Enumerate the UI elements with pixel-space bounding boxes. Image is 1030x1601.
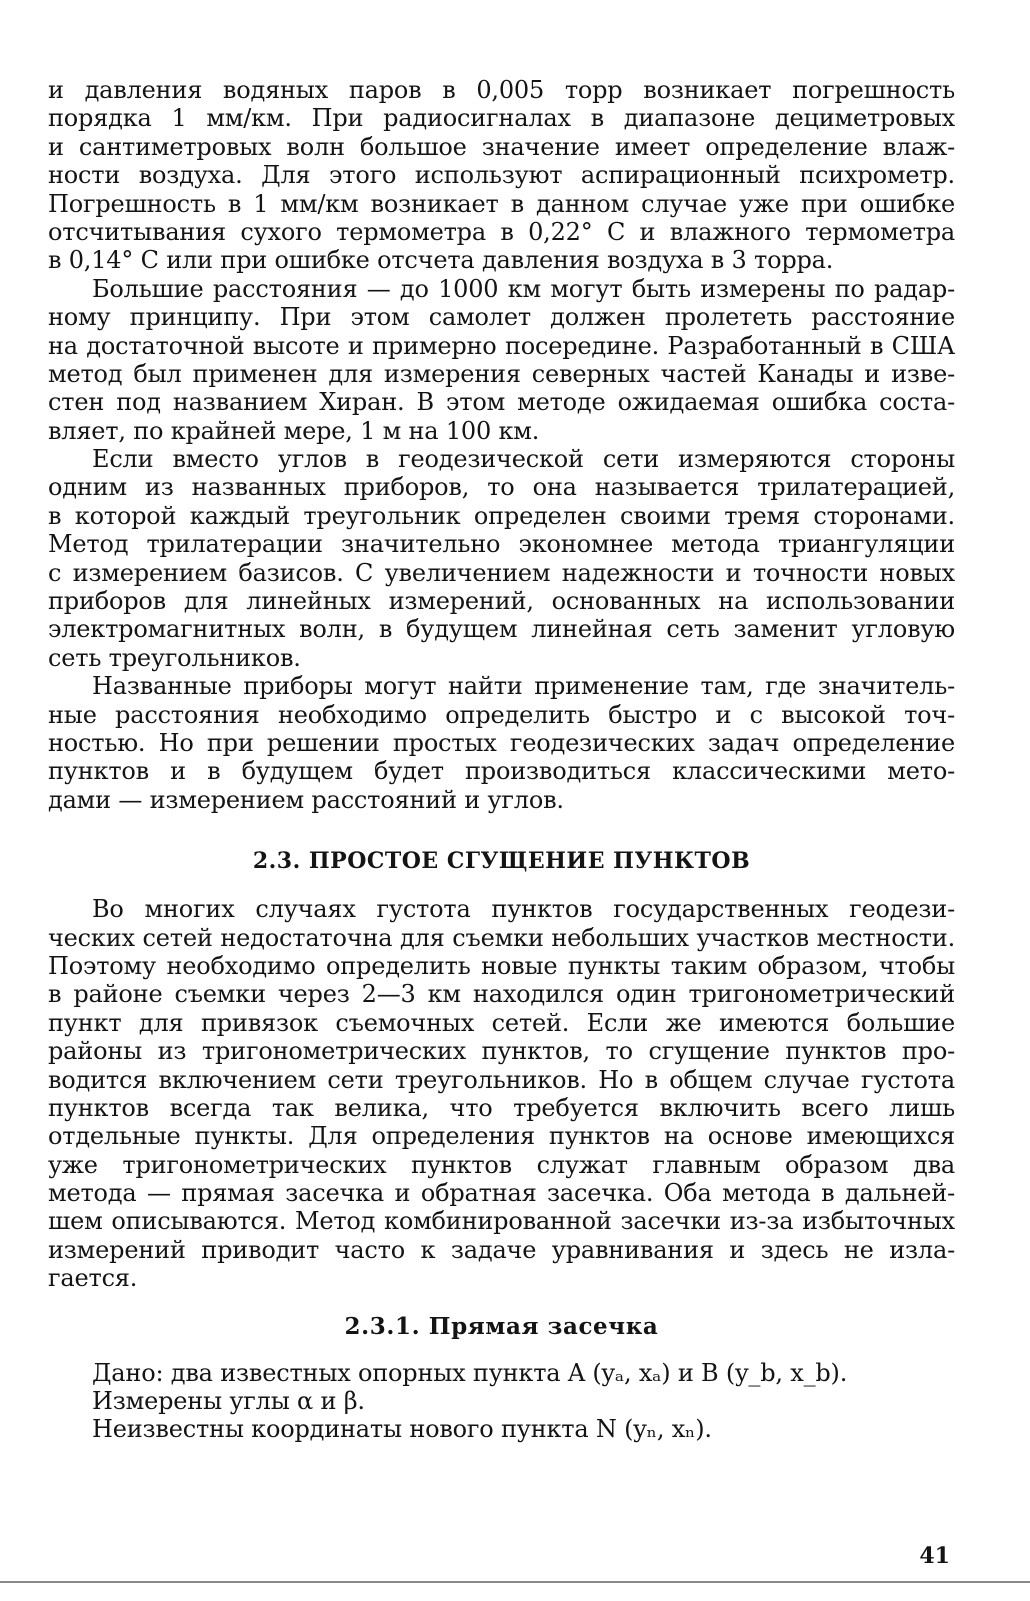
text-line: электромагнитных волн, в будущем линейная сеть заменит угловую xyxy=(48,615,955,644)
text-line: в районе съемки через 2—3 км находился один тригонометрический xyxy=(48,980,955,1009)
given-block xyxy=(48,1359,955,1444)
paragraph-2 xyxy=(48,275,955,445)
text-line: Погрешность в 1 мм/км возникает в данном случае уже при ошибке xyxy=(48,189,955,218)
text-line: метода — прямая засечка и обратная засечка. Оба метода в дальней- xyxy=(48,1179,955,1208)
text-line: пункт для привязок съемочных сетей. Если же имеются большие xyxy=(48,1008,955,1037)
text-line: одним из названных приборов, то она называется трилатерацией, xyxy=(48,473,955,502)
paragraph-4 xyxy=(48,672,955,814)
book-page xyxy=(48,76,955,1444)
text-line: пунктов всегда так велика, что требуется включить всего лишь xyxy=(48,1093,955,1122)
text-line: пунктов и в будущем будет производиться классическими мето- xyxy=(48,757,955,786)
text-line: дами — измерением расстояний и углов. xyxy=(48,785,564,814)
text-line: приборов для линейных измерений, основанных на использовании xyxy=(48,587,955,616)
text-line: отсчитывания сухого термометра в 0,22° С и влажного термометра xyxy=(48,217,955,246)
text-line: ности воздуха. Для этого используют аспирационный психрометр. xyxy=(48,161,955,190)
given-line: Дано: два известных опорных пункта A (yₐ, xₐ) и B (y_b, x_b). xyxy=(92,1358,848,1387)
given-line: Измерены углы α и β. xyxy=(92,1387,365,1416)
text-line: Если вместо углов в геодезической сети измеряются стороны xyxy=(92,445,955,474)
text-line: уже тригонометрических пунктов служат главным образом два xyxy=(48,1150,955,1179)
text-line: ностью. Но при решении простых геодезических задач определение xyxy=(48,728,955,757)
text-line: вляет, по крайней мере, 1 м на 100 км. xyxy=(48,416,540,445)
text-line: с измерением базисов. С увеличением надежности и точности новых xyxy=(48,558,955,587)
paragraph-1 xyxy=(48,76,955,275)
text-line: и давления водяных паров в 0,005 торр возникает погрешность xyxy=(48,76,955,104)
text-line: водится включением сети треугольников. Но в общем случае густота xyxy=(48,1065,955,1094)
text-line: шем описываются. Метод комбинированной засечки из-за избыточных xyxy=(48,1207,955,1236)
text-line: гается. xyxy=(48,1264,138,1293)
text-line: Поэтому необходимо определить новые пункты таким образом, чтобы xyxy=(48,951,955,980)
text-line: в 0,14° С или при ошибке отсчета давления воздуха в 3 торра. xyxy=(48,246,834,275)
text-line: измерений приводит часто к задаче уравнивания и здесь не изла- xyxy=(48,1235,955,1264)
text-line: сеть треугольников. xyxy=(48,643,301,672)
scan-edge-divider xyxy=(0,1581,1030,1583)
subsection-heading: 2.3.1. Прямая засечка xyxy=(344,1312,659,1340)
page-number: 41 xyxy=(919,1543,950,1569)
text-line: ные расстояния необходимо определить быстро и с высокой точ- xyxy=(48,700,955,729)
text-line: Большие расстояния — до 1000 км могут быть измерены по радар- xyxy=(92,274,955,303)
text-line: стен под названием Хиран. В этом методе ожидаемая ошибка соста- xyxy=(48,388,955,417)
text-line: Метод трилатерации значительно экономнее метода триангуляции xyxy=(48,530,955,559)
text-line: на достаточной высоте и примерно посередине. Разработанный в США xyxy=(48,331,955,360)
paragraph-5 xyxy=(48,895,955,1292)
text-line: метод был применен для измерения северных частей Канады и изве- xyxy=(48,359,955,388)
text-line: отдельные пункты. Для определения пунктов на основе имеющихся xyxy=(48,1122,955,1151)
text-line: Во многих случаях густота пунктов государственных геодези- xyxy=(92,895,955,924)
section-heading: 2.3. ПРОСТОЕ СГУЩЕНИЕ ПУНКТОВ xyxy=(252,848,751,875)
text-line: Названные приборы могут найти применение там, где значитель- xyxy=(92,672,955,701)
text-line: порядка 1 мм/км. При радиосигналах в диапазоне дециметровых xyxy=(48,104,955,133)
text-line: и сантиметровых волн большое значение имеет определение влаж- xyxy=(48,132,955,161)
paragraph-3 xyxy=(48,445,955,672)
text-line: районы из тригонометрических пунктов, то сгущение пунктов про- xyxy=(48,1037,955,1066)
text-line: ческих сетей недостаточна для съемки небольших участков местности. xyxy=(48,923,955,952)
given-line: Неизвестны координаты нового пункта N (yₙ, xₙ). xyxy=(92,1415,712,1444)
text-line: ному принципу. При этом самолет должен пролететь расстояние xyxy=(48,303,955,332)
text-line: в которой каждый треугольник определен своими тремя сторонами. xyxy=(48,501,955,530)
